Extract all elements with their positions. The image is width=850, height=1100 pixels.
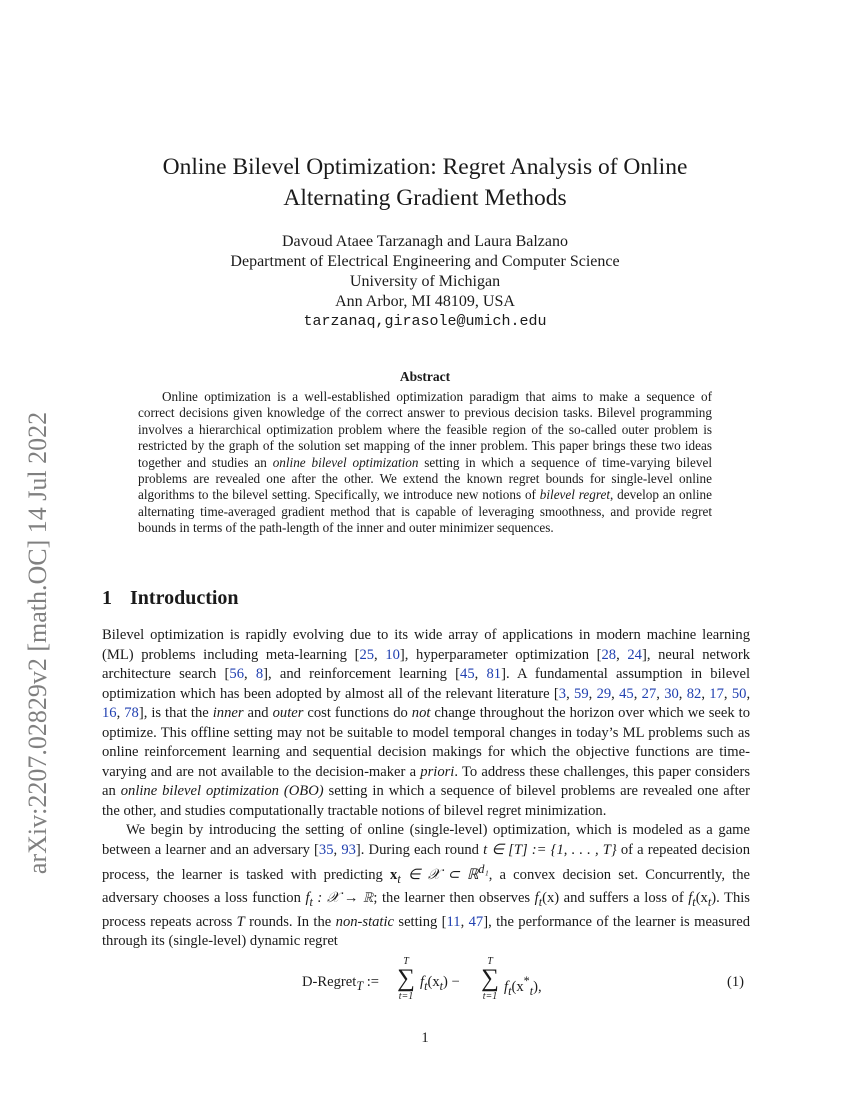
citation-link[interactable]: 25 [359,646,375,663]
citation-link[interactable]: 59 [574,685,589,702]
text: , [678,685,687,702]
emphasis: non-static [335,913,395,930]
text: ; the learner then observes [373,890,535,907]
math: f [688,890,693,907]
section-heading [102,587,239,610]
math: (x) [542,890,560,907]
citation-link[interactable]: 29 [596,685,612,702]
equation-lhs [302,974,379,994]
citation-link[interactable]: 8 [255,666,264,682]
sum-lower-limit: t=1 [482,991,498,1002]
title-line-1: Online Bilevel Optimization: Regret Analysis of Online [162,154,688,180]
summation-symbol [478,956,502,1002]
equation-term-1 [420,974,460,994]
math: (x [427,974,440,990]
text: , a convex decision set. Concurrently, the adversary chooses a loss function [102,866,750,907]
citation-link[interactable]: 28 [601,646,617,663]
abstract-text: Online optimization is a well-established optimization paradigm that aims to make a sequence of correct decisions given knowledge of the correct answer to previous decision tasks. Bilevel programming involves a hierarchical optimization problem where the feasible region of the so-called outer problem is restricted by the graph of the solution set mapping of the inner problem. This paper brings these two ideas together and studies an [138,389,712,470]
text: , [611,685,620,702]
citation-link[interactable]: 45 [619,685,634,702]
citation-link[interactable]: 78 [124,705,139,721]
emphasis: not [411,705,431,721]
abstract-body [138,389,712,537]
equation-number: (1) [727,974,745,990]
emphasis: inner [212,705,244,721]
text: and suffers a loss of [559,890,689,907]
math-bold: x [390,866,398,883]
text: We begin by introducing the setting of online (single-level) optimization, which is modeled as a game between a learner and an adversary [ [102,822,750,858]
equation-term-2 [504,974,542,999]
paper-title [0,152,850,214]
citation-link[interactable]: 45 [460,666,475,682]
math-subscript: t [692,895,696,910]
text: , [633,685,642,702]
paragraph-2 [102,821,750,952]
equation-1 [0,954,850,1010]
text: , [243,666,256,682]
math-subscript: t [508,983,512,998]
text: , [723,685,732,702]
text: ], and reinforcement learning [ [263,666,461,682]
citation-link[interactable]: 81 [486,666,502,682]
department: Department of Electrical Engineering and Computer Science [230,253,620,270]
math: : 𝒳 → ℝ [312,890,374,907]
math: t ∈ [T] := {1, . . . , T} [483,841,617,858]
sum-upper-limit: T [487,956,493,967]
email: tarzanaq,girasole@umich.edu [303,313,547,330]
citation-link[interactable]: 10 [385,646,400,663]
text: Bilevel optimization is rapidly evolving due to its wide array of applications in modern machine learning (ML) problems including meta-learning [ [102,627,750,663]
text: , [746,685,751,702]
text: , [566,685,575,702]
text: cost functions do [303,705,412,721]
math: ∈ 𝒳 ⊂ ℝ [400,866,479,883]
text: and [243,705,273,721]
citation-link[interactable]: 47 [468,913,484,930]
math: ) [711,890,717,907]
introduction-body [102,626,750,952]
section-title: Introduction [130,587,239,609]
math: D-Regret [302,974,357,990]
citation-link[interactable]: 93 [341,841,356,858]
citation-link[interactable]: 56 [229,666,244,682]
emphasis: priori [420,763,455,780]
text: setting [ [394,913,447,930]
text: . To address these challenges, this paper considers an [102,763,751,799]
sum-sign: ∑ [481,965,499,992]
math-subscript: t [424,978,428,993]
location: Ann Arbor, MI 48109, USA [335,293,515,310]
author-block [0,232,850,332]
citation-link[interactable]: 82 [686,685,702,702]
citation-link[interactable]: 11 [446,913,461,930]
math: T [236,913,245,930]
text: of a repeated decision process, the learner is tasked with predicting [102,841,751,883]
paragraph-1 [102,626,750,821]
math: (x [511,978,524,995]
text: ], is that the [138,705,213,721]
text: , [474,666,487,682]
math-subscript: t [538,895,543,910]
math-subscript: t [529,983,534,998]
text: rounds. In the [244,913,336,930]
section-number: 1 [102,587,112,609]
text: ]. During each round [355,841,484,858]
text: ], the performance of the learner is measured through its (single-level) dynamic regret [102,913,751,950]
citation-link[interactable]: 3 [558,685,567,702]
math-subscript: t [439,978,444,993]
text: , [333,841,342,858]
abstract-text: , develop an online alternating time-averaged gradient method that is capable of leveraging smoothness, and provide regret bounds in terms of the path-length of the inner and outer minimizer sequences. [138,487,713,536]
citation-link[interactable]: 16 [102,705,117,721]
sum-upper-limit: T [403,956,409,967]
math-subscript: t [309,895,313,910]
emphasis: online bilevel optimization (OBO) [120,783,324,799]
sum-sign: ∑ [397,965,415,992]
abstract-emphasis: online bilevel optimization [272,454,419,470]
text: ], neural network architecture search [ [102,646,751,682]
math-subscript: t [397,871,401,886]
emphasis: outer [272,705,304,721]
page-number: 1 [421,1030,429,1046]
text: . This process repeats across [102,890,750,930]
text: , [616,646,628,663]
math-superscript: d₁ [478,862,489,876]
university: University of Michigan [349,273,501,290]
text: , [701,685,710,702]
math: f [504,978,509,995]
citation-link[interactable]: 17 [709,685,724,702]
math: f [534,890,539,907]
text: ], hyperparameter optimization [ [399,646,602,663]
text: , [374,646,386,663]
text: , [588,685,597,702]
abstract-heading: Abstract [399,369,451,384]
math: (x [695,890,708,907]
math-superscript: * [523,974,530,988]
abstract-emphasis: bilevel regret [539,487,611,503]
math-subscript: T [356,978,364,993]
citation-link[interactable]: 50 [731,685,747,702]
title-line-2: Alternating Gradient Methods [283,185,567,211]
citation-link[interactable]: 27 [641,685,657,702]
text: setting in which a sequence of bilevel problems are revealed one after the other, and studies computationally tractable notions of bilevel regret minimization. [102,783,750,819]
math: f [420,974,425,990]
text: , [656,685,665,702]
abstract-text: setting in which a sequence of time-varying bilevel problems are revealed one after the other. We extend the known regret bounds for single-level online algorithms to the bilevel setting. Specifically, we introduce new notions of [138,454,713,503]
text: , [460,913,469,930]
citation-link[interactable]: 35 [318,841,334,858]
math: ), [533,978,542,995]
sum-lower-limit: t=1 [398,991,414,1002]
citation-link[interactable]: 24 [627,646,642,663]
text: ]. A fundamental assumption in bilevel optimization which has been adopted by almost all of the relevant literature [ [102,666,750,702]
text: , [116,705,125,721]
math: := [363,974,380,990]
summation-symbol [394,956,418,1002]
math-subscript: t [707,895,712,910]
citation-link[interactable]: 30 [664,685,679,702]
arxiv-identifier: arXiv:2207.02829v2 [math.OC] 14 Jul 2022 [23,411,52,875]
text: change throughout the horizon over which we seek to optimize. This offline setting may not be suitable to model temporal changes in today’s ML problems such as online reinforcement learning and sequential decision makings for which the objective functions are time-varying and are not available to the decision-maker a [102,705,750,780]
math: ) − [443,974,460,990]
author-names: Davoud Ataee Tarzanagh and Laura Balzano [281,233,568,250]
math: f [305,890,310,907]
